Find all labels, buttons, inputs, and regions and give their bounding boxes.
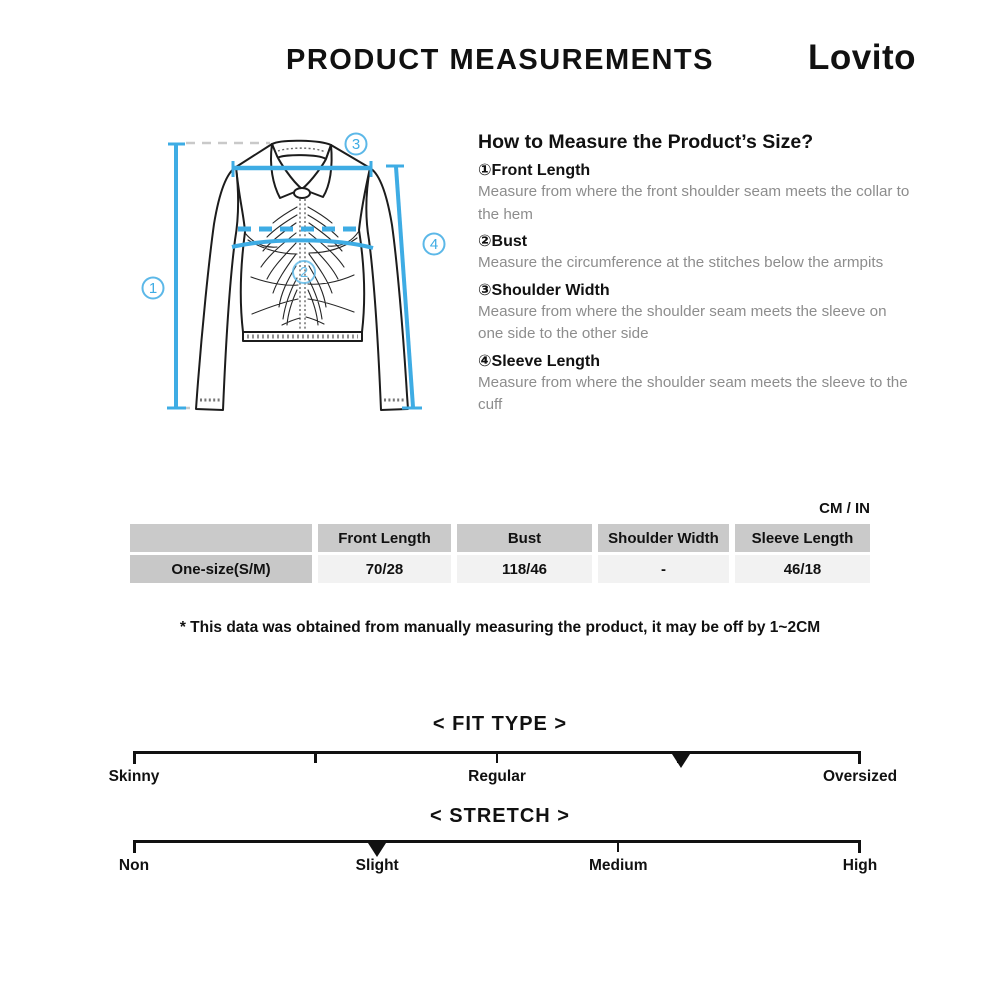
scale-endcap-left	[133, 751, 136, 764]
step-desc-front-length: Measure from where the front shoulder seam meets the collar to the hem	[478, 183, 910, 223]
scale-endcap-right	[858, 751, 861, 764]
table-value-shoulder-width: -	[598, 555, 729, 583]
svg-text:3: 3	[351, 136, 361, 153]
svg-text:2: 2	[299, 264, 309, 281]
table-header-shoulder-width: Shoulder Width	[598, 524, 729, 552]
scale-bar	[133, 840, 861, 843]
callout-4	[424, 234, 445, 255]
stretch-title: < STRETCH >	[430, 805, 570, 827]
svg-text:4: 4	[429, 236, 439, 253]
scale-marker-triangle	[368, 843, 386, 857]
table-value-front-length: 70/28	[318, 555, 451, 583]
scale-label: High	[842, 857, 878, 874]
units-label: CM / IN	[819, 500, 870, 517]
step-title-bust: ②Bust	[478, 233, 528, 250]
scale-label: Regular	[468, 768, 526, 785]
step-title-shoulder-width: ③Shoulder Width	[478, 281, 610, 299]
table-header-front-length: Front Length	[318, 524, 451, 552]
callout-3	[346, 134, 367, 155]
scale-tick	[314, 753, 317, 763]
scale-marker-triangle	[672, 754, 690, 768]
scale-label: Oversized	[822, 768, 898, 785]
table-row-label: One-size(S/M)	[130, 555, 312, 583]
scale-label: Medium	[588, 857, 648, 874]
size-table	[130, 524, 870, 583]
measure-line-front-length	[167, 144, 186, 408]
scale-tick	[496, 753, 499, 763]
scale-endcap-left	[133, 840, 136, 853]
scale-label: Non	[118, 857, 150, 874]
scale-label: Slight	[355, 857, 399, 874]
step-desc-bust: Measure the circumference at the stitches below the armpits	[478, 254, 884, 271]
step-title-front-length: ①Front Length	[478, 162, 591, 179]
measurement-disclaimer: * This data was obtained from manually measuring the product, it may be off by 1~2CM	[179, 619, 821, 636]
table-header-empty	[130, 524, 312, 552]
fit-type-title: < FIT TYPE >	[432, 713, 568, 735]
scale-endcap-right	[858, 840, 861, 853]
garment-measurement-diagram	[130, 110, 470, 440]
scale-label: Skinny	[108, 768, 160, 785]
table-header-sleeve-length: Sleeve Length	[735, 524, 870, 552]
shirt-right-sleeve	[366, 168, 408, 410]
table-value-sleeve-length: 46/18	[735, 555, 870, 583]
shirt-left-sleeve	[196, 167, 238, 410]
brand-logo: Lovito	[808, 38, 916, 77]
svg-text:1: 1	[148, 280, 158, 297]
page-title: PRODUCT MEASUREMENTS	[286, 44, 714, 76]
callout-1	[143, 278, 164, 299]
step-desc-shoulder-width: Measure from where the shoulder seam meets the sleeve on one side to the other side	[478, 302, 887, 342]
how-to-measure-section	[478, 129, 914, 417]
step-desc-sleeve-length: Measure from where the shoulder seam meets the sleeve to the cuff	[478, 373, 908, 413]
table-header-bust: Bust	[457, 524, 592, 552]
scale-tick	[617, 842, 620, 852]
step-title-sleeve-length: ④Sleeve Length	[478, 352, 601, 370]
table-value-bust: 118/46	[457, 555, 592, 583]
how-to-heading: How to Measure the Product’s Size?	[478, 131, 814, 153]
